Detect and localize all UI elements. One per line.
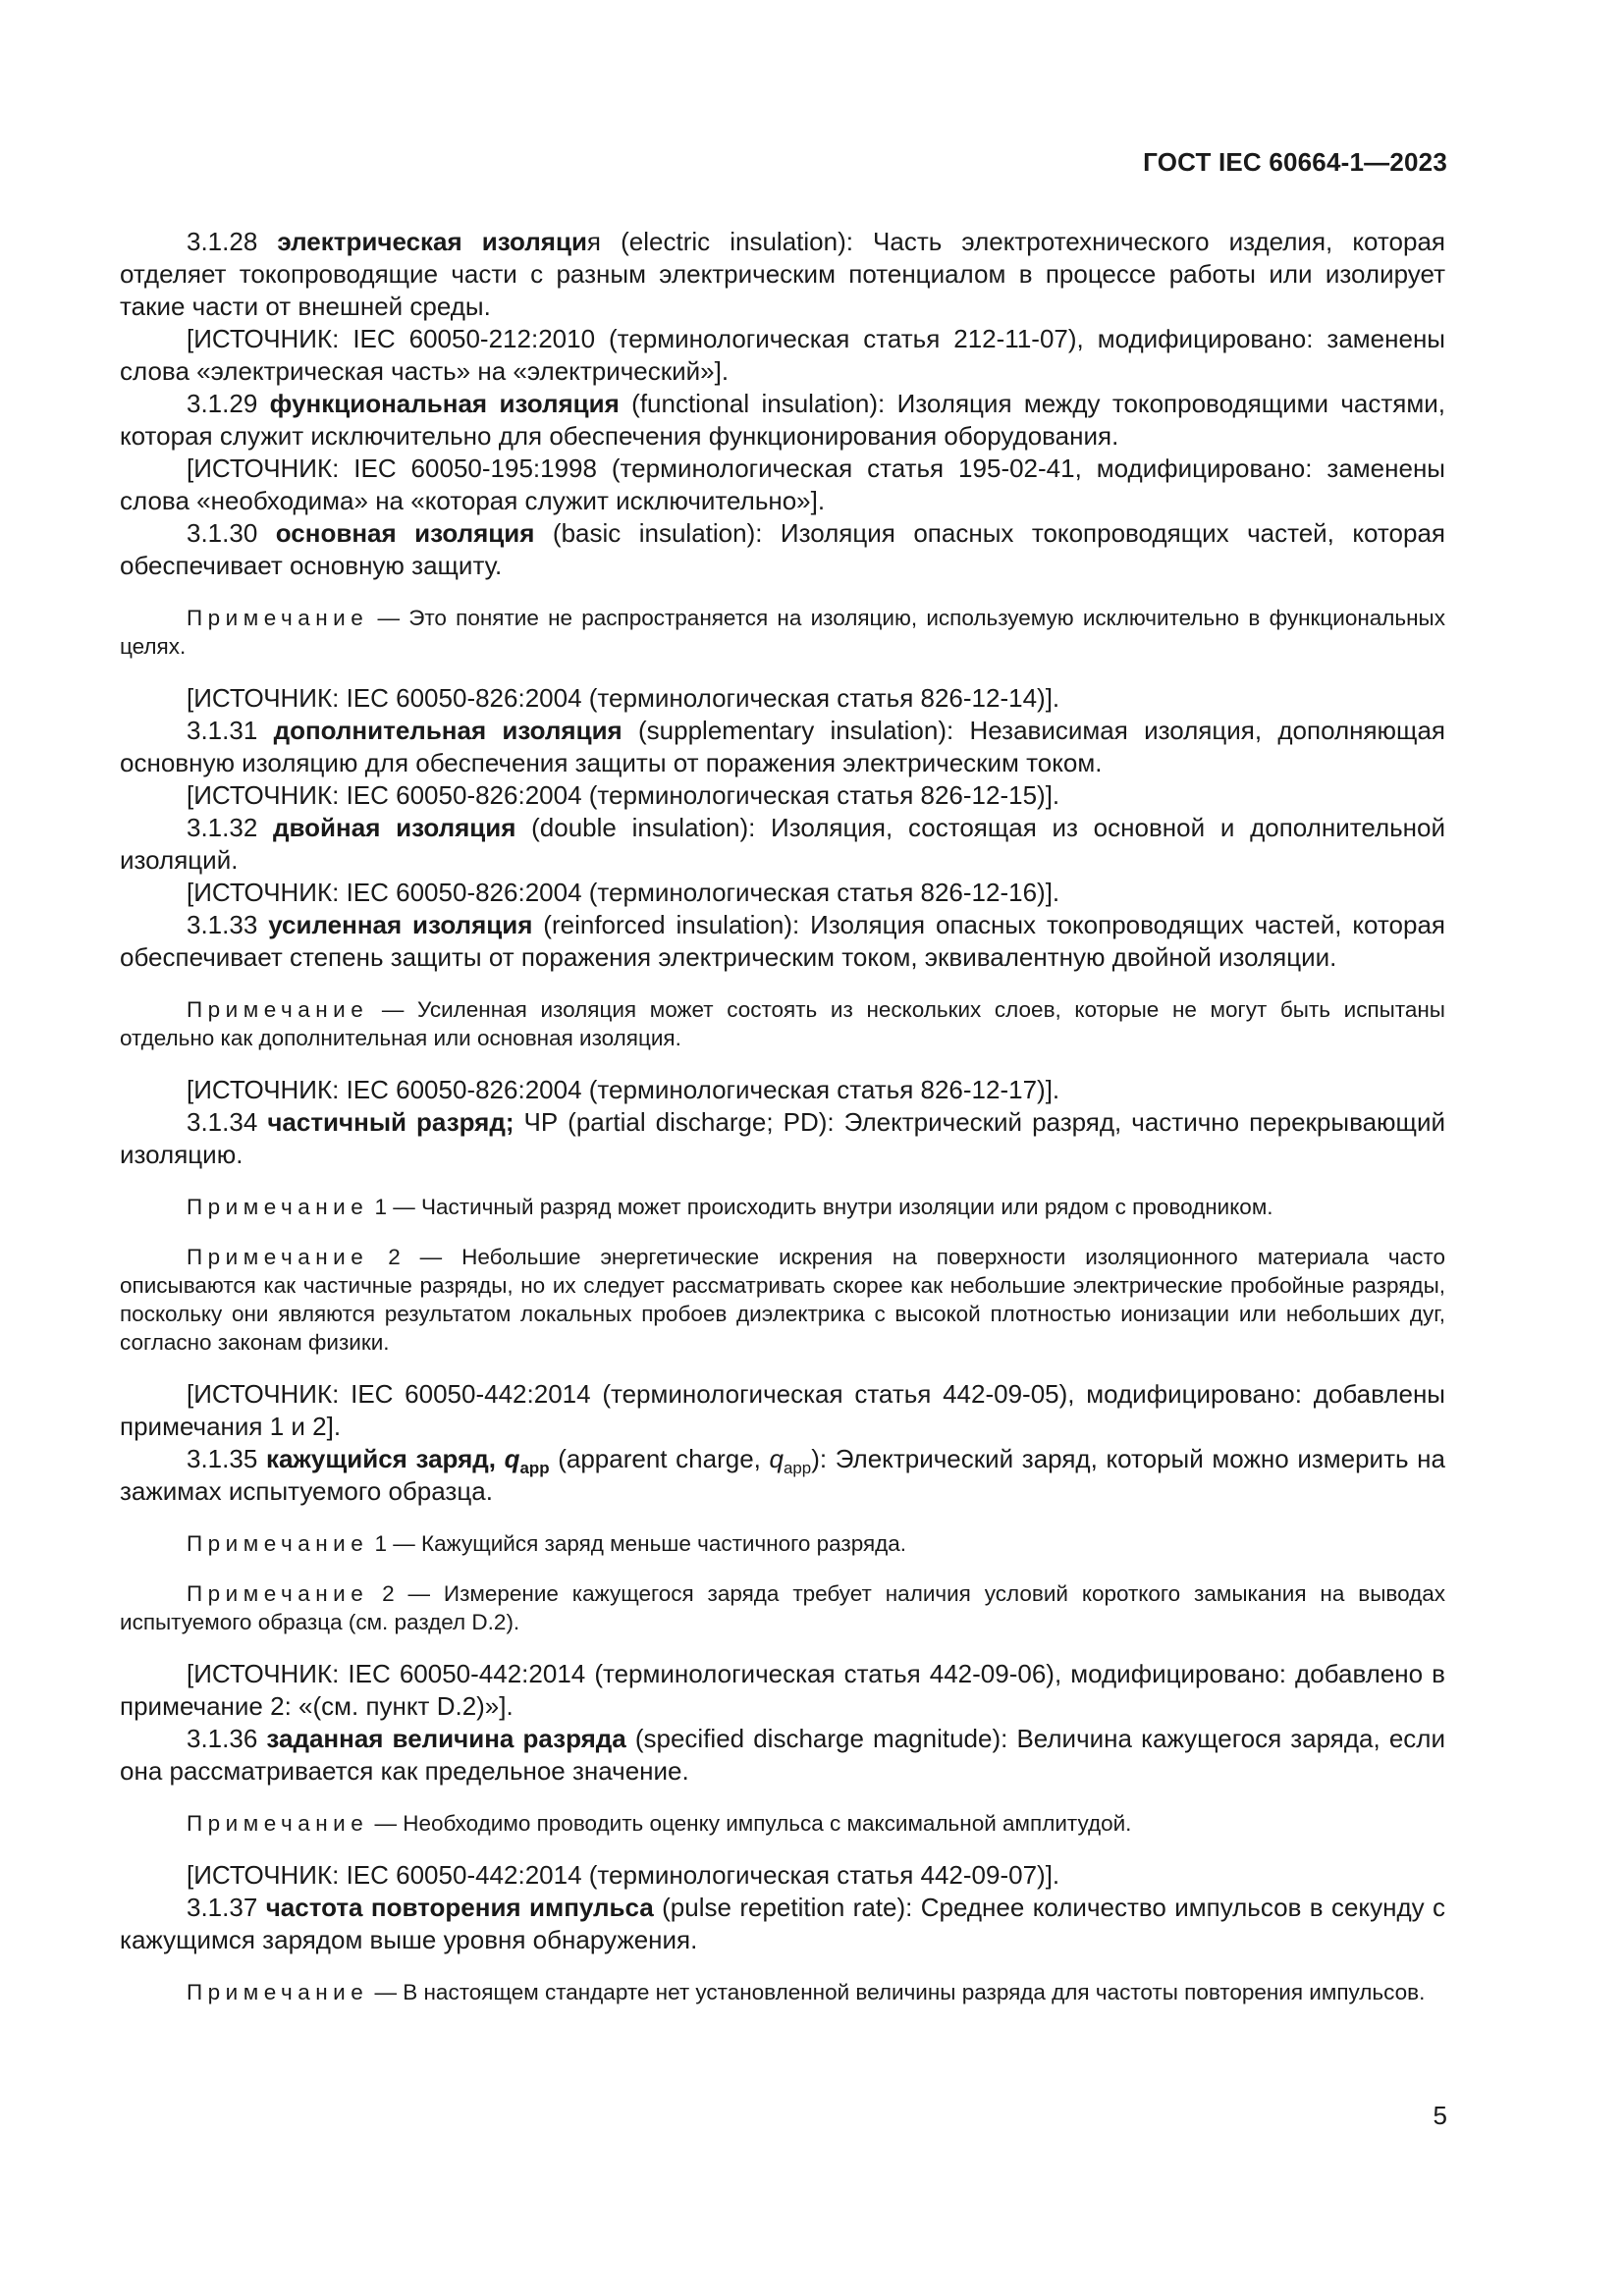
note-label: Примечание [187, 1581, 369, 1606]
page-number: 5 [1433, 2101, 1447, 2130]
note-text: 1 — Частичный разряд может происходить внутри изоляции или рядом с проводником. [374, 1195, 1273, 1219]
term: основная изоляция [275, 518, 535, 548]
entry-number: 3.1.35 [187, 1444, 258, 1473]
note-text: 2 — Небольшие энергетические искрения на поверхности изоляционного материала часто описываются как частичные разряды, но их следует рассматривать скорее как небольшие электрические пробойные разряды, поскольку они являются результатом локальных пробоев диэлектрика с высокой плотностью ионизации или небольших дуг, согласно законам физики. [120, 1245, 1445, 1355]
term-entry-3-1-30 [120, 517, 1445, 582]
term: функциональная изоляция [269, 389, 620, 418]
term: дополнительная изоляция [273, 716, 623, 745]
symbol-q: q [504, 1444, 520, 1473]
source-3-1-34: [ИСТОЧНИК: IEC 60050-442:2014 (терминологическая статья 442-09-05), модифицировано: добавлены примечания 1 и 2]. [120, 1379, 1445, 1441]
definition: (specified discharge magnitude): Величина кажущегося заряда, если она рассматривается как предельное значение. [120, 1724, 1445, 1786]
source-3-1-28: [ИСТОЧНИК: IEC 60050-212:2010 (терминологическая статья 212-11-07), модифицировано: заменены слова «электрическая часть» на «электрический»]. [120, 324, 1445, 386]
note-1-3-1-35 [120, 1529, 1445, 1558]
term-entry-3-1-29 [120, 388, 1445, 453]
definition: ЧР (partial discharge; PD): Электрический разряд, частично перекрывающий изоляцию. [120, 1107, 1445, 1169]
note-3-1-36 [120, 1809, 1445, 1838]
term-entry-3-1-37 [120, 1892, 1445, 1956]
definition: (supplementary insulation): Независимая изоляция, дополняющая основную изоляцию для обеспечения защиты от поражения электрическим током. [120, 716, 1445, 777]
entry-number: 3.1.33 [187, 910, 258, 939]
definition: (reinforced insulation): Изоляция опасных токопроводящих частей, которая обеспечивает степень защиты от поражения электрическим током, эквивалентную двойной изоляции. [120, 910, 1445, 972]
entry-number: 3.1.36 [187, 1724, 258, 1753]
symbol-q-inline: q [769, 1444, 784, 1473]
term: двойная изоляция [273, 813, 516, 842]
source-3-1-33: [ИСТОЧНИК: IEC 60050-826:2004 (терминологическая статья 826-12-17)]. [187, 1075, 1060, 1104]
note-3-1-33 [120, 995, 1445, 1052]
definition: (pulse repetition rate): Среднее количество импульсов в секунду с кажущимся зарядом выше уровня обнаружения. [120, 1893, 1446, 1954]
symbol-q-inline-subscript: app [784, 1459, 812, 1478]
definition: (functional insulation): Изоляция между токопроводящими частями, которая служит исключительно для обеспечения функционирования оборудования. [120, 389, 1445, 451]
note-text: 1 — Кажущийся заряд меньше частичного разряда. [374, 1531, 907, 1556]
definition-part-a: (apparent charge, [549, 1444, 770, 1473]
term: частичный разряд; [267, 1107, 514, 1137]
term: усиленная изоляция [268, 910, 533, 939]
note-3-1-30 [120, 604, 1445, 661]
term-entry-3-1-31 [120, 715, 1445, 779]
symbol-q-subscript: app [519, 1459, 550, 1478]
entry-number: 3.1.37 [187, 1893, 258, 1922]
term-entry-3-1-28 [120, 226, 1445, 323]
term: заданная величина разряда [266, 1724, 626, 1753]
entry-number: 3.1.31 [187, 716, 258, 745]
definition: (double insulation): Изоляция, состоящая из основной и дополнительной изоляций. [120, 813, 1446, 875]
source-3-1-31: [ИСТОЧНИК: IEC 60050-826:2004 (терминологическая статья 826-12-15)]. [187, 780, 1060, 810]
note-3-1-37 [120, 1978, 1445, 2006]
standard-designation: ГОСТ IEC 60664-1—2023 [1143, 147, 1447, 177]
note-text: — Это понятие не распространяется на изоляцию, используемую исключительно в функциональных целях. [120, 606, 1445, 659]
term: электрическая изоляци [277, 227, 587, 256]
note-2-3-1-35 [120, 1579, 1445, 1636]
entry-number: 3.1.28 [187, 227, 258, 256]
source-3-1-30: [ИСТОЧНИК: IEC 60050-826:2004 (терминологическая статья 826-12-14)]. [187, 683, 1060, 713]
source-3-1-36: [ИСТОЧНИК: IEC 60050-442:2014 (терминологическая статья 442-09-07)]. [187, 1860, 1060, 1890]
term: кажущийся заряд, [265, 1444, 496, 1473]
note-label: Примечание [187, 1531, 369, 1556]
term-entry-3-1-33 [120, 909, 1445, 974]
term-entry-3-1-32 [120, 812, 1445, 877]
note-label: Примечание [187, 997, 369, 1022]
note-text: — Усиленная изоляция может состоять из нескольких слоев, которые не могут быть испытаны отдельно как дополнительная или основная изоляция. [120, 997, 1445, 1050]
definition: (basic insulation): Изоляция опасных токопроводящих частей, которая обеспечивает основную защиту. [120, 518, 1445, 580]
note-label: Примечание [187, 1245, 369, 1269]
note-text: 2 — Измерение кажущегося заряда требует наличия условий короткого замыкания на выводах испытуемого образца (см. раздел D.2). [120, 1581, 1445, 1634]
term-entry-3-1-34 [120, 1106, 1445, 1171]
note-label: Примечание [187, 1980, 369, 2004]
source-3-1-32: [ИСТОЧНИК: IEC 60050-826:2004 (терминологическая статья 826-12-16)]. [187, 878, 1060, 907]
entry-number: 3.1.34 [187, 1107, 258, 1137]
definition: (electric insulation): Часть электротехнического изделия, которая отделяет токопроводящие части с разным электрическим потенциалом в процессе работы или изолирует такие части от внешней среды. [120, 227, 1445, 321]
term: частота повторения импульса [265, 1893, 654, 1922]
entry-number: 3.1.29 [187, 389, 258, 418]
note-text: — Необходимо проводить оценку импульса с максимальной амплитудой. [374, 1811, 1132, 1836]
source-3-1-35: [ИСТОЧНИК: IEC 60050-442:2014 (терминологическая статья 442-09-06), модифицировано: добавлено в примечание 2: «(см. пункт D.2)»]. [120, 1659, 1445, 1721]
note-label: Примечание [187, 1811, 369, 1836]
document-body [120, 226, 1445, 2028]
source-3-1-29: [ИСТОЧНИК: IEC 60050-195:1998 (терминологическая статья 195-02-41, модифицировано: заменены слова «необходима» на «которая служит исключительно»]. [120, 454, 1445, 515]
entry-number: 3.1.32 [187, 813, 258, 842]
entry-number: 3.1.30 [187, 518, 258, 548]
note-label: Примечание [187, 606, 369, 630]
term-entry-3-1-36 [120, 1723, 1445, 1788]
note-2-3-1-34 [120, 1243, 1445, 1357]
term-tail: я [586, 227, 602, 256]
definition-part-b: ): Электрический заряд, который можно измерить на зажимах испытуемого образца. [120, 1444, 1445, 1506]
note-text: — В настоящем стандарте нет установленной величины разряда для частоты повторения импульсов. [374, 1980, 1426, 2004]
note-1-3-1-34 [120, 1193, 1445, 1221]
term-entry-3-1-35 [120, 1443, 1445, 1508]
note-label: Примечание [187, 1195, 369, 1219]
